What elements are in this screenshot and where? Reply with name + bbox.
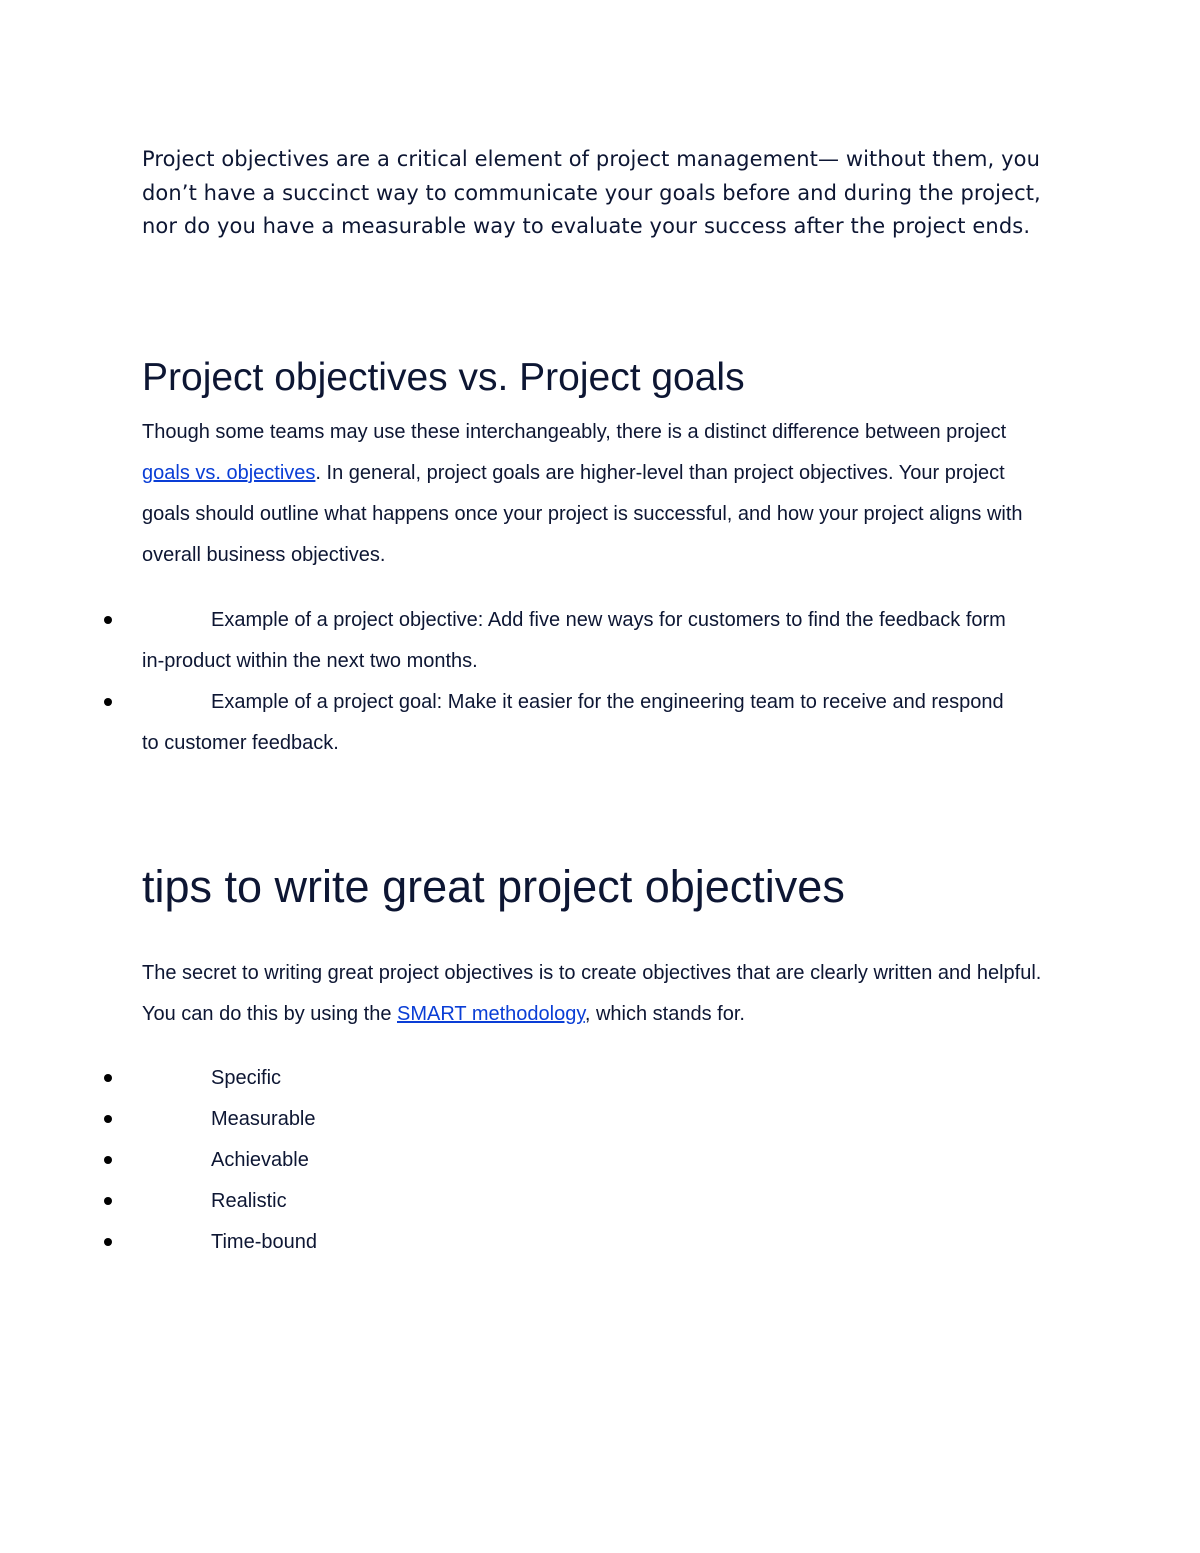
- list-item-text: Example of a project goal: Make it easier for the engineering team to receive and respond to customer feedback.: [142, 691, 1004, 754]
- list-item: [0, 600, 1022, 682]
- list-item-text: Measurable: [211, 1108, 316, 1130]
- objectives-vs-goals-paragraph: [142, 412, 1052, 576]
- list-item-text: Achievable: [211, 1149, 309, 1171]
- paragraph-text-end: , which stands for.: [584, 1003, 745, 1025]
- heading-tips: tips to write great project objectives: [142, 861, 845, 912]
- bullet-icon: [104, 1074, 112, 1082]
- list-item: [0, 1058, 1022, 1099]
- bullet-icon: [104, 616, 112, 624]
- paragraph-text-start: The secret to writing great project objectives is to create objectives that are clearly written and helpful. You can do this by using the: [142, 962, 1042, 1025]
- list-item-text: Time-bound: [211, 1231, 317, 1253]
- smart-methodology-link[interactable]: SMART methodology: [397, 1003, 585, 1025]
- paragraph-text-end: . In general, project goals are higher-level than project objectives. Your project goals should outline what happens once your project is successful, and how your project aligns with overall business objectives.: [142, 462, 1023, 566]
- list-item-text: Example of a project objective: Add five new ways for customers to find the feedback form in-product within the next two months.: [142, 609, 1006, 672]
- paragraph-text-start: Though some teams may use these interchangeably, there is a distinct difference between project: [142, 421, 1007, 443]
- heading-objectives-vs-goals: Project objectives vs. Project goals: [142, 356, 745, 399]
- bullet-icon: [104, 1156, 112, 1164]
- list-item: [0, 682, 1022, 764]
- intro-paragraph: Project objectives are a critical element of project management— without them, you don’t have a succinct way to communicate your goals before and during the project, nor do you have a measurable way to evaluate your success after the project ends.: [142, 147, 1041, 238]
- bullet-icon: [104, 698, 112, 706]
- bullet-icon: [104, 1197, 112, 1205]
- goals-vs-objectives-link[interactable]: goals vs. objectives: [142, 462, 316, 484]
- examples-list: [0, 600, 1022, 764]
- bullet-icon: [104, 1238, 112, 1246]
- list-item: [0, 1140, 1022, 1181]
- smart-list: [0, 1058, 1022, 1263]
- list-item-text: Realistic: [211, 1190, 287, 1212]
- list-item: [0, 1099, 1022, 1140]
- list-item-text: Specific: [211, 1067, 282, 1089]
- list-item: [0, 1181, 1022, 1222]
- tips-paragraph: [142, 953, 1057, 1035]
- list-item: [0, 1222, 1022, 1263]
- bullet-icon: [104, 1115, 112, 1123]
